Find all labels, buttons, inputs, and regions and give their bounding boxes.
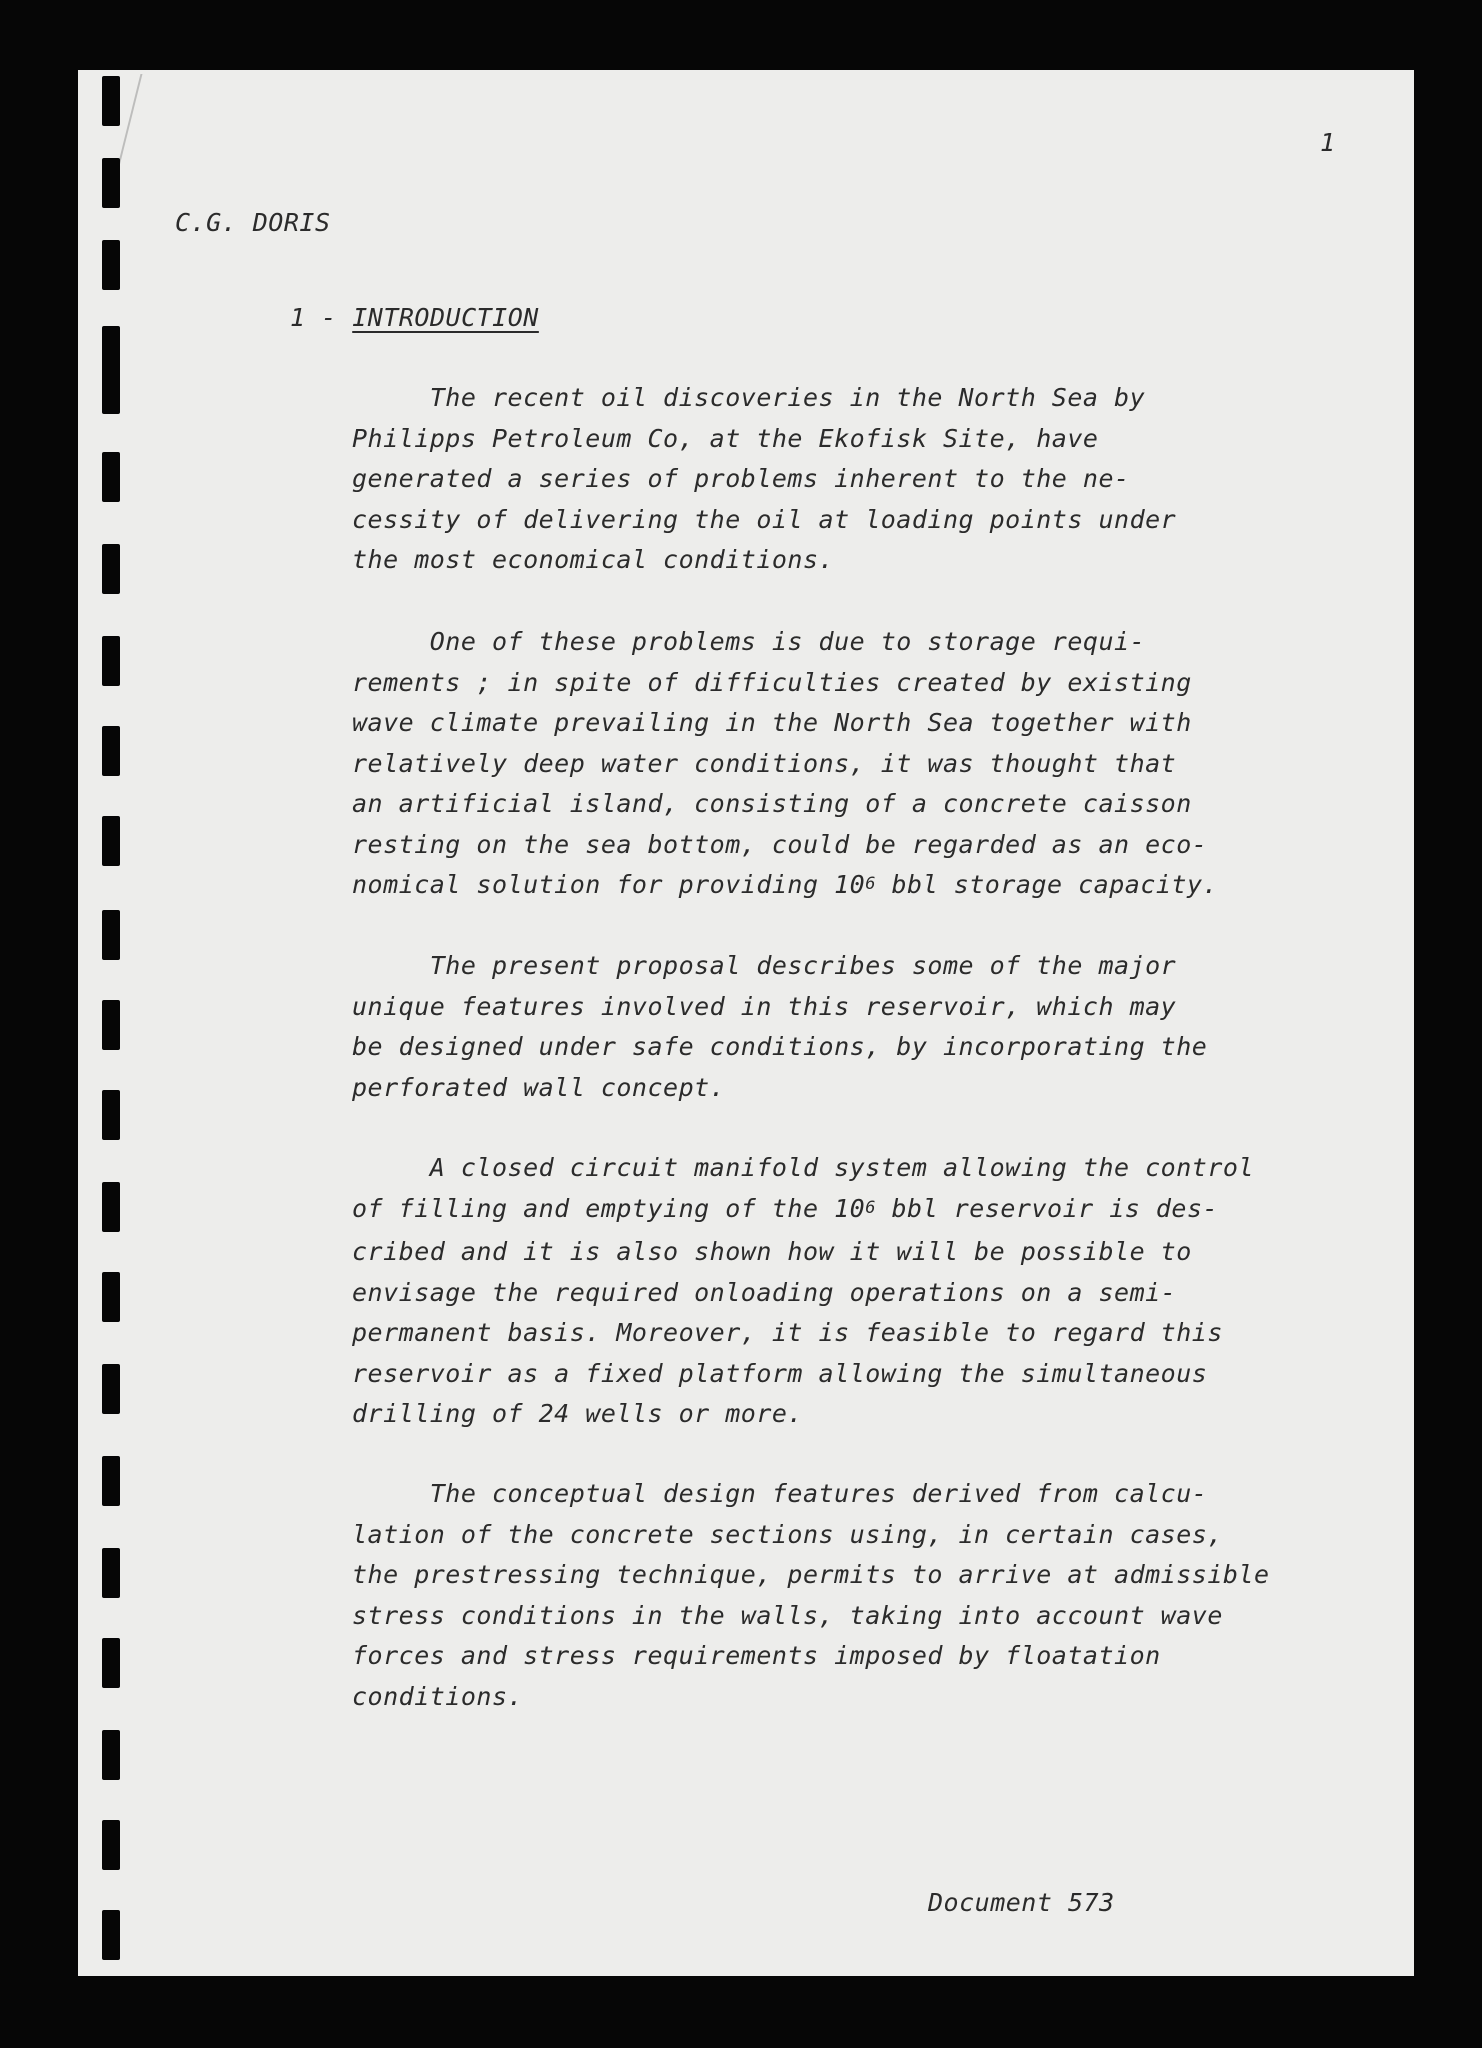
text-line: drilling of 24 wells or more. xyxy=(352,1399,803,1428)
text-line: the most economical conditions. xyxy=(352,545,835,574)
paragraph-3 xyxy=(352,946,1207,1108)
binding-hole xyxy=(102,1364,120,1414)
paragraph-5 xyxy=(352,1474,1270,1717)
binding-hole xyxy=(102,910,120,960)
paragraph-4 xyxy=(352,1148,1254,1435)
text-line: an artificial island, consisting of a concrete caisson xyxy=(352,789,1192,818)
text-line: conditions. xyxy=(352,1681,524,1711)
text-line: rements ; in spite of difficulties created by existing xyxy=(352,667,1192,697)
binding-hole xyxy=(102,544,120,594)
superscript: 6 xyxy=(865,874,876,894)
text-line: unique features involved in this reservoir, which may xyxy=(352,991,1177,1021)
text-line: Philipps Petroleum Co, at the Ekofisk Site, have xyxy=(352,423,1099,453)
text-line: be designed under safe conditions, by incorporating the xyxy=(352,1032,1208,1061)
binding-hole xyxy=(102,1910,120,1960)
text-line: cribed and it is also shown how it will be possible to xyxy=(352,1237,1192,1266)
binding-hole xyxy=(102,1820,120,1870)
text-line: The conceptual design features derived from calcu- xyxy=(352,1479,1208,1508)
text-line: reservoir as a fixed platform allowing the simultaneous xyxy=(352,1358,1208,1388)
binding-hole xyxy=(102,816,120,866)
binding-hole xyxy=(102,1182,120,1232)
binding-hole xyxy=(102,1456,120,1506)
page-number: 1 xyxy=(1320,128,1336,157)
text-line: permanent basis. Moreover, it is feasible to regard this xyxy=(352,1318,1223,1347)
text-line: cessity of delivering the oil at loading points under xyxy=(352,504,1177,534)
binding-hole xyxy=(102,726,120,776)
text-line: relatively deep water conditions, it was thought that xyxy=(352,748,1177,778)
binding-hole xyxy=(102,76,120,126)
text-line: perforated wall concept. xyxy=(352,1072,726,1102)
text-line: nomical solution for providing $10^6$ bbl storage capacity. xyxy=(352,870,1219,899)
text-line: generated a series of problems inherent to the ne- xyxy=(352,464,1130,493)
binding-hole xyxy=(102,1548,120,1598)
binding-hole xyxy=(102,1730,120,1780)
text-line: stress conditions in the walls, taking into account wave xyxy=(352,1600,1223,1630)
text-line: the prestressing technique, permits to arrive at admissible xyxy=(352,1560,1270,1589)
text-line: A closed circuit manifold system allowing the control xyxy=(352,1153,1254,1182)
text-line: of filling and emptying of the $10^6$ bbl reservoir is des- xyxy=(352,1193,1219,1223)
binding-hole xyxy=(102,364,120,414)
superscript: 6 xyxy=(865,1197,876,1218)
section-number: 1 - xyxy=(290,303,353,332)
text-line: resting on the sea bottom, could be regarded as an eco- xyxy=(352,829,1208,859)
binding-hole xyxy=(102,1638,120,1688)
section-title: INTRODUCTION xyxy=(352,303,539,332)
binding-hole xyxy=(102,158,120,208)
text-line: lation of the concrete sections using, in certain cases, xyxy=(352,1519,1223,1549)
binding-hole xyxy=(102,1090,120,1140)
paragraph-2 xyxy=(352,622,1218,909)
text-line: envisage the required onloading operations on a semi- xyxy=(352,1277,1177,1307)
binding-hole xyxy=(102,1000,120,1050)
binding-hole xyxy=(102,1272,120,1322)
section-heading xyxy=(290,303,539,332)
text-line: One of these problems is due to storage requi- xyxy=(352,627,1146,656)
document-reference: Document 573 xyxy=(928,1888,1115,1917)
binding-hole xyxy=(102,452,120,502)
binding-hole xyxy=(102,240,120,290)
text-line: The present proposal describes some of the major xyxy=(352,951,1177,980)
text-line: forces and stress requirements imposed by floatation xyxy=(352,1641,1161,1670)
text-line: The recent oil discoveries in the North Sea by xyxy=(352,383,1146,412)
binding-hole xyxy=(102,636,120,686)
company-name: C.G. DORIS xyxy=(175,208,331,237)
text-line: wave climate prevailing in the North Sea together with xyxy=(352,708,1192,737)
paragraph-1 xyxy=(352,378,1176,581)
